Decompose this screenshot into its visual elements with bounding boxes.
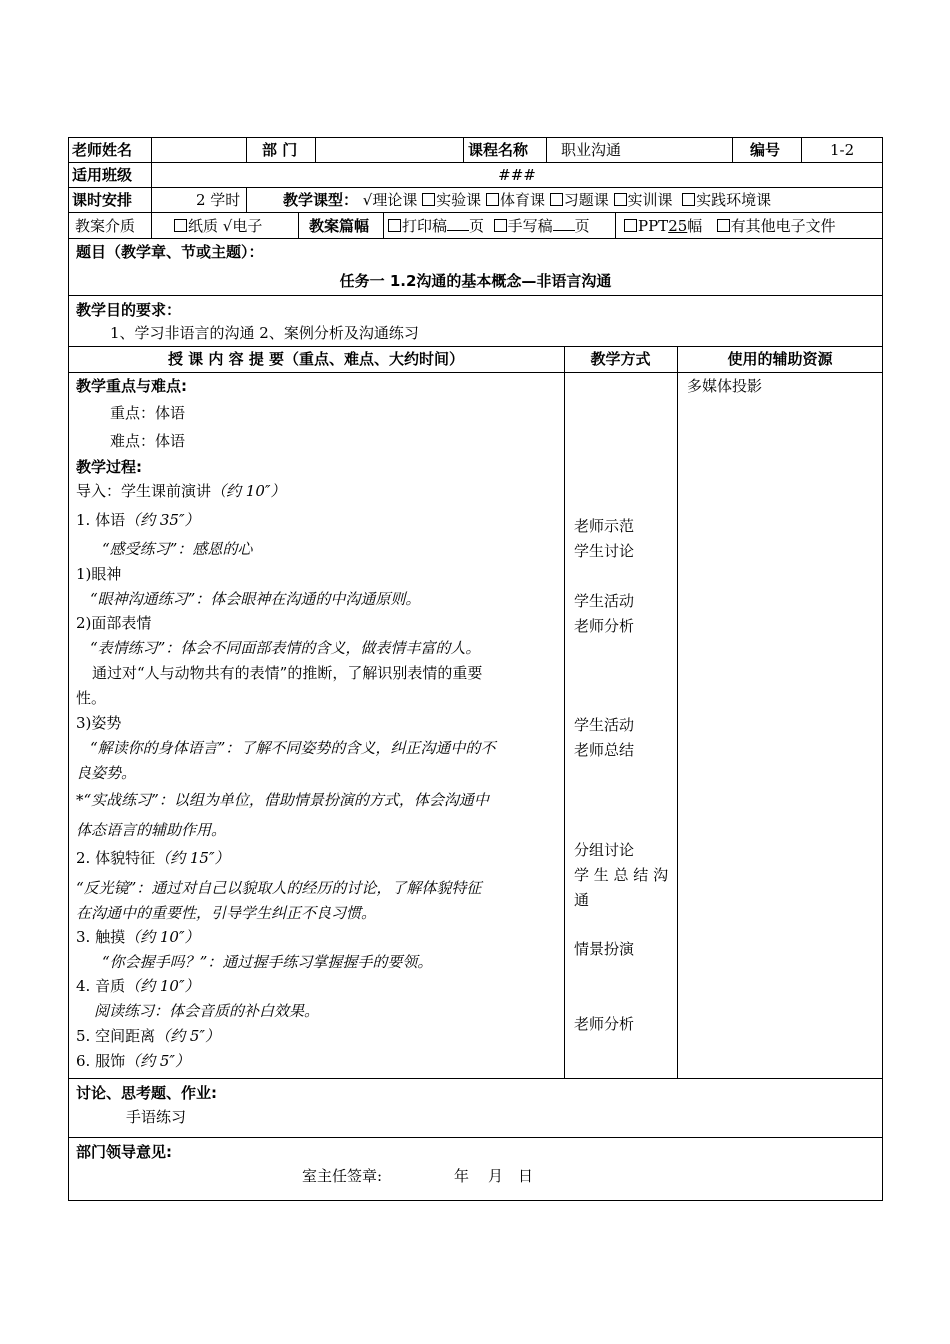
section-5-title: 5. 空间距离 [76, 1027, 156, 1045]
medium-electronic: 电子 [232, 217, 263, 235]
checkbox-icon [614, 193, 627, 206]
checkbox-icon [486, 193, 499, 206]
col-divider [677, 346, 678, 1078]
class-label: 适用班级 [72, 166, 133, 184]
method-item: 学 生 总 结 沟 [574, 866, 669, 884]
type-practice: 实践环境课 [696, 191, 772, 209]
blank-line [553, 218, 575, 231]
type-exercise: 习题课 [563, 191, 609, 209]
section-1b: 2)面部表情 [76, 614, 152, 632]
section-1 [76, 510, 200, 530]
section-6-time: （约 5″） [125, 1052, 191, 1070]
method-item: 老师分析 [574, 1015, 635, 1033]
discussion-label: 讨论、思考题、作业: [76, 1084, 217, 1102]
section-1c: 3)姿势 [76, 714, 122, 732]
method-item: 情景扮演 [574, 940, 635, 958]
col-divider [315, 137, 316, 162]
section-1a: 1)眼神 [76, 565, 122, 583]
section-2 [76, 848, 230, 868]
section-4 [76, 976, 200, 996]
checkbox-icon [550, 193, 563, 206]
section-1c-exercise: “解读你的身体语言”：了解不同姿势的含义，纠正沟通中的不 [90, 739, 496, 757]
col-divider [151, 137, 152, 162]
method-item: 通 [574, 891, 590, 909]
checkbox-icon [422, 193, 435, 206]
goals-text: 1、学习非语言的沟通 2、案例分析及沟通练习 [110, 324, 419, 342]
checkbox-icon [388, 219, 401, 232]
topic-label: 题目（教学章、节或主题）： [76, 243, 264, 261]
type-theory: 理论课 [372, 191, 418, 209]
section-3-exercise: “你会握手吗？”：通过握手练习掌握握手的要领。 [102, 953, 433, 971]
intro-text: 导入：学生课前演讲 [76, 482, 212, 500]
col-divider [463, 137, 464, 162]
section-1d: *“实战练习”：以组为单位，借助情景扮演的方式，体会沟通中 [76, 791, 489, 809]
row-divider [68, 295, 883, 296]
method-item: 分组讨论 [574, 841, 635, 859]
col-divider [564, 346, 565, 1078]
leader-label: 部门领导意见: [76, 1143, 172, 1161]
col-divider [546, 137, 547, 162]
checkbox-icon [682, 193, 695, 206]
length-options [388, 216, 590, 236]
col-divider [151, 212, 152, 238]
section-4-time: （约 10″） [125, 977, 200, 995]
section-2-exercise: “反光镜”：通过对自己以貌取人的经历的讨论，了解体貌特征 [76, 879, 482, 897]
date-day: 日 [518, 1167, 534, 1185]
row-divider [68, 162, 883, 163]
method-column-header: 教学方式 [590, 350, 651, 368]
hours-label: 课时安排 [72, 191, 133, 209]
col-divider [246, 187, 247, 212]
checkbox-icon [494, 219, 507, 232]
course-label: 课程名称 [468, 141, 529, 159]
row-divider [68, 187, 883, 188]
length-ppt: PPT [638, 217, 669, 235]
medium-label: 教案介质 [75, 217, 136, 235]
date-month: 月 [488, 1167, 504, 1185]
section-5-time: （约 5″） [155, 1027, 221, 1045]
length-other: 有其他电子文件 [730, 217, 836, 235]
section-1b-text: 通过对“人与动物共有的表情”的推断，了解识别表情的重要 [92, 664, 483, 682]
col-divider [615, 212, 616, 238]
row-divider [68, 238, 883, 239]
class-value: ### [498, 166, 536, 184]
col-divider [151, 187, 152, 212]
col-divider [246, 137, 247, 162]
length-page: 页 [469, 217, 485, 235]
hours-value: 2 学时 [196, 191, 241, 209]
section-2-time: （约 15″） [155, 849, 230, 867]
medium-check: √ [222, 217, 233, 235]
section-3-title: 3. 触摸 [76, 928, 126, 946]
section-1-time: （约 35″） [125, 511, 200, 529]
dept-label: 部 门 [262, 141, 298, 159]
teacher-label: 老师姓名 [72, 141, 133, 159]
length-page: 页 [574, 217, 590, 235]
section-1b-text: 性。 [76, 689, 107, 707]
section-6-title: 6. 服饰 [76, 1052, 126, 1070]
goals-label: 教学目的要求： [76, 301, 182, 319]
method-item: 老师总结 [574, 741, 635, 759]
intro-time: （约 10″） [211, 482, 286, 500]
section-1-exercise: “感受练习”：感恩的心 [102, 540, 253, 558]
resource-column-header: 使用的辅助资源 [727, 350, 833, 368]
row-divider [68, 1078, 883, 1079]
medium-paper: 纸质 [188, 217, 219, 235]
col-divider [383, 212, 384, 238]
col-divider [732, 137, 733, 162]
row-divider [68, 372, 883, 373]
section-4-title: 4. 音质 [76, 977, 126, 995]
section-3 [76, 927, 200, 947]
row-divider [68, 346, 883, 347]
section-1c-exercise: 良姿势。 [76, 764, 137, 782]
ppt-unit: 幅 [687, 217, 703, 235]
method-item: 老师示范 [574, 517, 635, 535]
section-4-exercise: 阅读练习：体会音质的补白效果。 [94, 1002, 320, 1020]
length-label: 教案篇幅 [309, 217, 370, 235]
row-divider [68, 1137, 883, 1138]
signature-label: 室主任签章: [302, 1167, 383, 1185]
method-item: 学生活动 [574, 716, 635, 734]
method-item: 老师分析 [574, 617, 635, 635]
resource-item: 多媒体投影 [687, 377, 763, 395]
content-column-header: 授 课 内 容 提 要（重点、难点、大约时间） [167, 350, 465, 368]
section-1b-exercise: “表情练习”：体会不同面部表情的含义，做表情丰富的人。 [90, 639, 481, 657]
blank-line [447, 218, 469, 231]
section-6 [76, 1051, 190, 1071]
type-pe: 体育课 [499, 191, 545, 209]
length-print: 打印稿 [402, 217, 448, 235]
topic-title: 任务一 1.2沟通的基本概念—非语言沟通 [339, 272, 612, 290]
process-label: 教学过程: [76, 458, 142, 476]
section-1d: 体态语言的辅助作用。 [76, 821, 227, 839]
checkbox-icon [174, 219, 187, 232]
number-value: 1-2 [830, 141, 855, 159]
length-hand: 手写稿 [507, 217, 553, 235]
section-2-exercise: 在沟通中的重要性，引导学生纠正不良习惯。 [76, 904, 377, 922]
lesson-type-label: 教学课型： [283, 191, 359, 209]
checkbox-icon [624, 219, 637, 232]
checkbox-icon [717, 219, 730, 232]
difficulty-point: 难点：体语 [110, 432, 186, 450]
key-points-label: 教学重点与难点: [76, 377, 187, 395]
theory-check: √ [362, 191, 373, 209]
course-value: 职业沟通 [561, 141, 622, 159]
ppt-options [624, 216, 836, 236]
col-divider [298, 212, 299, 238]
number-label: 编号 [750, 141, 781, 159]
section-1-title: 1. 体语 [76, 511, 126, 529]
discussion-text: 手语练习 [126, 1108, 187, 1126]
lesson-type-row [283, 190, 771, 210]
method-item: 学生活动 [574, 592, 635, 610]
key-point: 重点：体语 [110, 404, 186, 422]
date-year: 年 [454, 1167, 470, 1185]
section-1a-exercise: “眼神沟通练习”：体会眼神在沟通的中沟通原则。 [90, 590, 421, 608]
section-5 [76, 1026, 220, 1046]
intro-line [76, 481, 285, 501]
method-item: 学生讨论 [574, 542, 635, 560]
col-divider [801, 137, 802, 162]
row-divider [68, 212, 883, 213]
ppt-count: 25 [668, 217, 688, 235]
section-3-time: （约 10″） [125, 928, 200, 946]
type-lab: 实验课 [436, 191, 482, 209]
type-training: 实训课 [627, 191, 673, 209]
medium-options [174, 216, 262, 236]
section-2-title: 2. 体貌特征 [76, 849, 156, 867]
